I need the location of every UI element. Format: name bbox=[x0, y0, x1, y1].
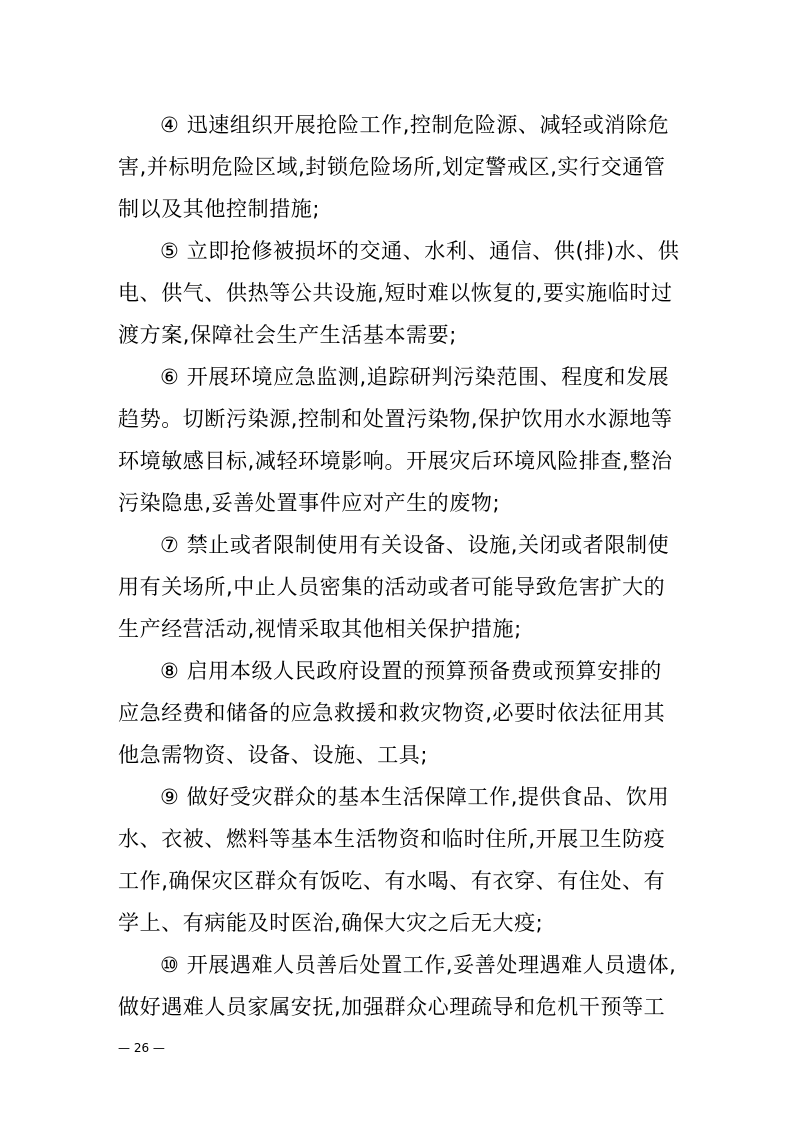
paragraph-10-line-1: ⑩ 开展遇难人员善后处置工作,妥善处理遇难人员遗体, bbox=[160, 953, 677, 977]
page-number: — 26 — bbox=[118, 1041, 165, 1055]
paragraph-5-line-1: ⑤ 立即抢修被损坏的交通、水利、通信、供(排)水、供 bbox=[160, 239, 680, 263]
paragraph-9-line-3: 工作,确保灾区群众有饭吃、有水喝、有衣穿、有住处、有 bbox=[118, 869, 666, 893]
paragraph-4-line-2: 害,并标明危险区域,封锁危险场所,划定警戒区,实行交通管 bbox=[118, 155, 666, 179]
paragraph-6-line-3: 环境敏感目标,减轻环境影响。开展灾后环境风险排查,整治 bbox=[118, 449, 673, 473]
paragraph-9-line-2: 水、衣被、燃料等基本生活物资和临时住所,开展卫生防疫 bbox=[118, 827, 666, 851]
paragraph-6-line-2: 趋势。切断污染源,控制和处置污染物,保护饮用水水源地等 bbox=[118, 407, 673, 431]
paragraph-7-line-2: 用有关场所,中止人员密集的活动或者可能导致危害扩大的 bbox=[118, 575, 666, 599]
paragraph-4-line-1: ④ 迅速组织开展抢险工作,控制危险源、减轻或消除危 bbox=[160, 113, 670, 137]
paragraph-6-line-1: ⑥ 开展环境应急监测,追踪研判污染范围、程度和发展 bbox=[160, 365, 670, 389]
paragraph-4-line-3: 制以及其他控制措施; bbox=[118, 197, 321, 221]
paragraph-7-line-1: ⑦ 禁止或者限制使用有关设备、设施,关闭或者限制使 bbox=[160, 533, 670, 557]
paragraph-8-line-2: 应急经费和储备的应急救援和救灾物资,必要时依法征用其 bbox=[118, 701, 666, 725]
paragraph-9-line-4: 学上、有病能及时医治,确保大灾之后无大疫; bbox=[118, 911, 544, 935]
paragraph-5-line-2: 电、供气、供热等公共设施,短时难以恢复的,要实施临时过 bbox=[118, 281, 673, 305]
paragraph-9-line-1: ⑨ 做好受灾群众的基本生活保障工作,提供食品、饮用 bbox=[160, 785, 670, 809]
paragraph-7-line-3: 生产经营活动,视情采取其他相关保护措施; bbox=[118, 617, 522, 641]
paragraph-6-line-4: 污染隐患,妥善处置事件应对产生的废物; bbox=[118, 491, 501, 515]
paragraph-8-line-3: 他急需物资、设备、设施、工具; bbox=[118, 743, 429, 767]
paragraph-5-line-3: 渡方案,保障社会生产生活基本需要; bbox=[118, 323, 457, 347]
paragraph-10-line-2: 做好遇难人员家属安抚,加强群众心理疏导和危机干预等工 bbox=[118, 995, 666, 1019]
paragraph-8-line-1: ⑧ 启用本级人民政府设置的预算预备费或预算安排的 bbox=[160, 659, 662, 683]
